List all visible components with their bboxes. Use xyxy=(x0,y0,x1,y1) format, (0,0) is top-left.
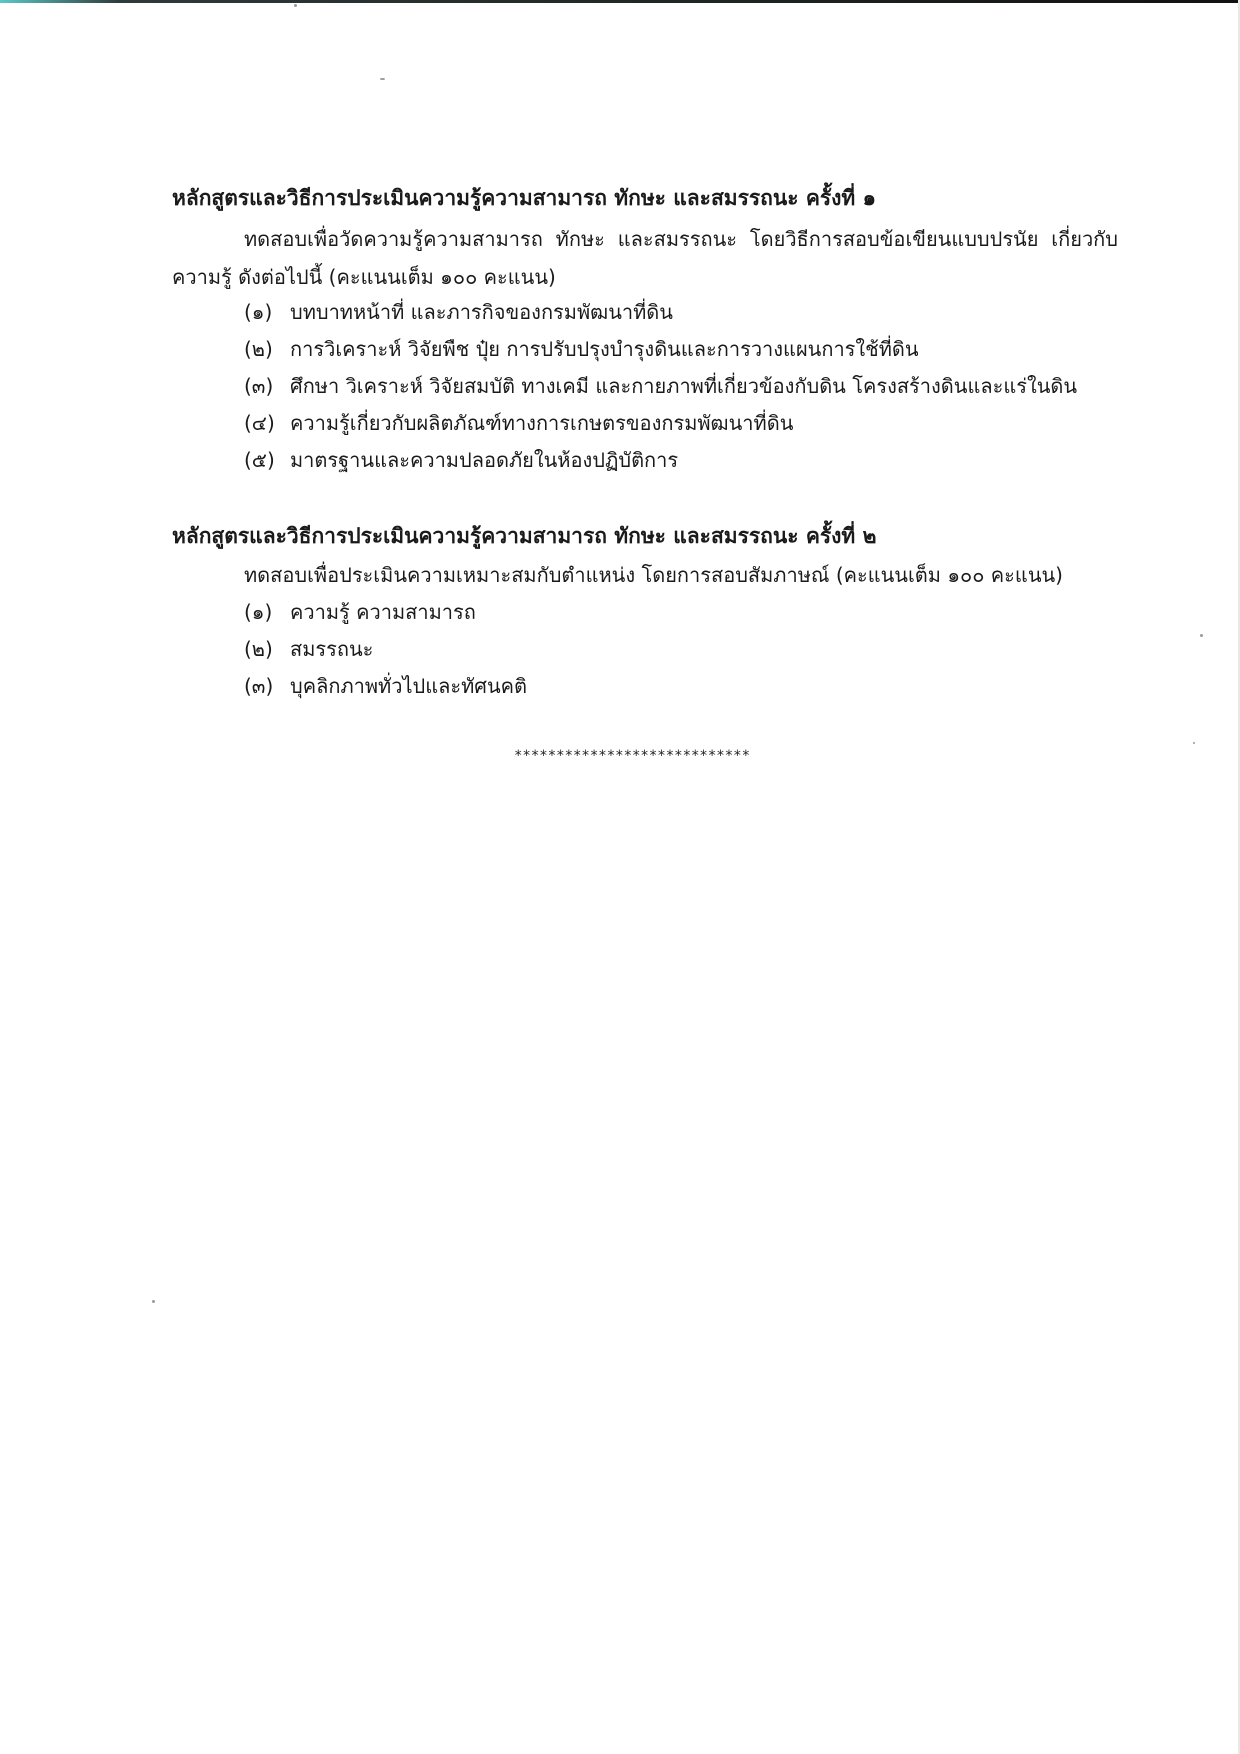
section-2-item-1 xyxy=(244,600,476,624)
section-2-item-2 xyxy=(244,637,373,661)
item-text: บทบาทหน้าที่ และภารกิจของกรมพัฒนาที่ดิน xyxy=(290,300,673,324)
section-1-intro: ทดสอบเพื่อวัดความรู้ความสามารถ ทักษะ และสมรรถนะ โดยวิธีการสอบข้อเขียนแบบปรนัย เกี่ยวกับความรู้ ดังต่อไปนี้ (คะแนนเต็ม ๑๐๐ คะแนน) xyxy=(172,227,1118,289)
section-2-item-3 xyxy=(244,674,527,698)
item-text: ความรู้เกี่ยวกับผลิตภัณฑ์ทางการเกษตรของกรมพัฒนาที่ดิน xyxy=(290,411,794,435)
section-1-item-5 xyxy=(244,448,678,472)
item-text: การวิเคราะห์ วิจัยพืช ปุ๋ย การปรับปรุงบำรุงดินและการวางแผนการใช้ที่ดิน xyxy=(290,337,919,361)
item-number: (๕) xyxy=(244,448,275,472)
section-2-title: หลักสูตรและวิธีการประเมินความรู้ความสามารถ ทักษะ และสมรรถนะ ครั้งที่ ๒ xyxy=(172,524,877,548)
item-number: (๔) xyxy=(244,411,275,435)
item-text: บุคลิกภาพทั่วไปและทัศนคติ xyxy=(290,674,528,698)
item-number: (๑) xyxy=(244,300,273,324)
item-number: (๑) xyxy=(244,600,273,624)
item-number: (๒) xyxy=(244,337,273,361)
item-number: (๓) xyxy=(244,674,274,698)
scan-speck xyxy=(294,4,297,7)
section-1-item-4 xyxy=(244,411,793,435)
section-1-item-3 xyxy=(244,374,1077,398)
end-divider: **************************** xyxy=(514,748,751,764)
scan-speck xyxy=(380,78,385,80)
section-2-intro: ทดสอบเพื่อประเมินความเหมาะสมกับตำแหน่ง โดยการสอบสัมภาษณ์ (คะแนนเต็ม ๑๐๐ คะแนน) xyxy=(244,563,1063,587)
section-1-item-1 xyxy=(244,300,673,324)
scan-speck xyxy=(1200,634,1203,637)
section-1-item-2 xyxy=(244,337,919,361)
item-text: มาตรฐานและความปลอดภัยในห้องปฏิบัติการ xyxy=(290,448,679,472)
item-text: สมรรถนะ xyxy=(290,637,374,661)
item-text: ความรู้ ความสามารถ xyxy=(290,600,476,624)
item-number: (๓) xyxy=(244,374,274,398)
section-1-title: หลักสูตรและวิธีการประเมินความรู้ความสามารถ ทักษะ และสมรรถนะ ครั้งที่ ๑ xyxy=(172,186,876,210)
scan-speck xyxy=(1193,742,1195,744)
item-text: ศึกษา วิเคราะห์ วิจัยสมบัติ ทางเคมี และกายภาพที่เกี่ยวข้องกับดิน โครงสร้างดินและแร่ในดิน xyxy=(290,374,1078,398)
scan-speck xyxy=(152,1300,155,1303)
item-number: (๒) xyxy=(244,637,273,661)
